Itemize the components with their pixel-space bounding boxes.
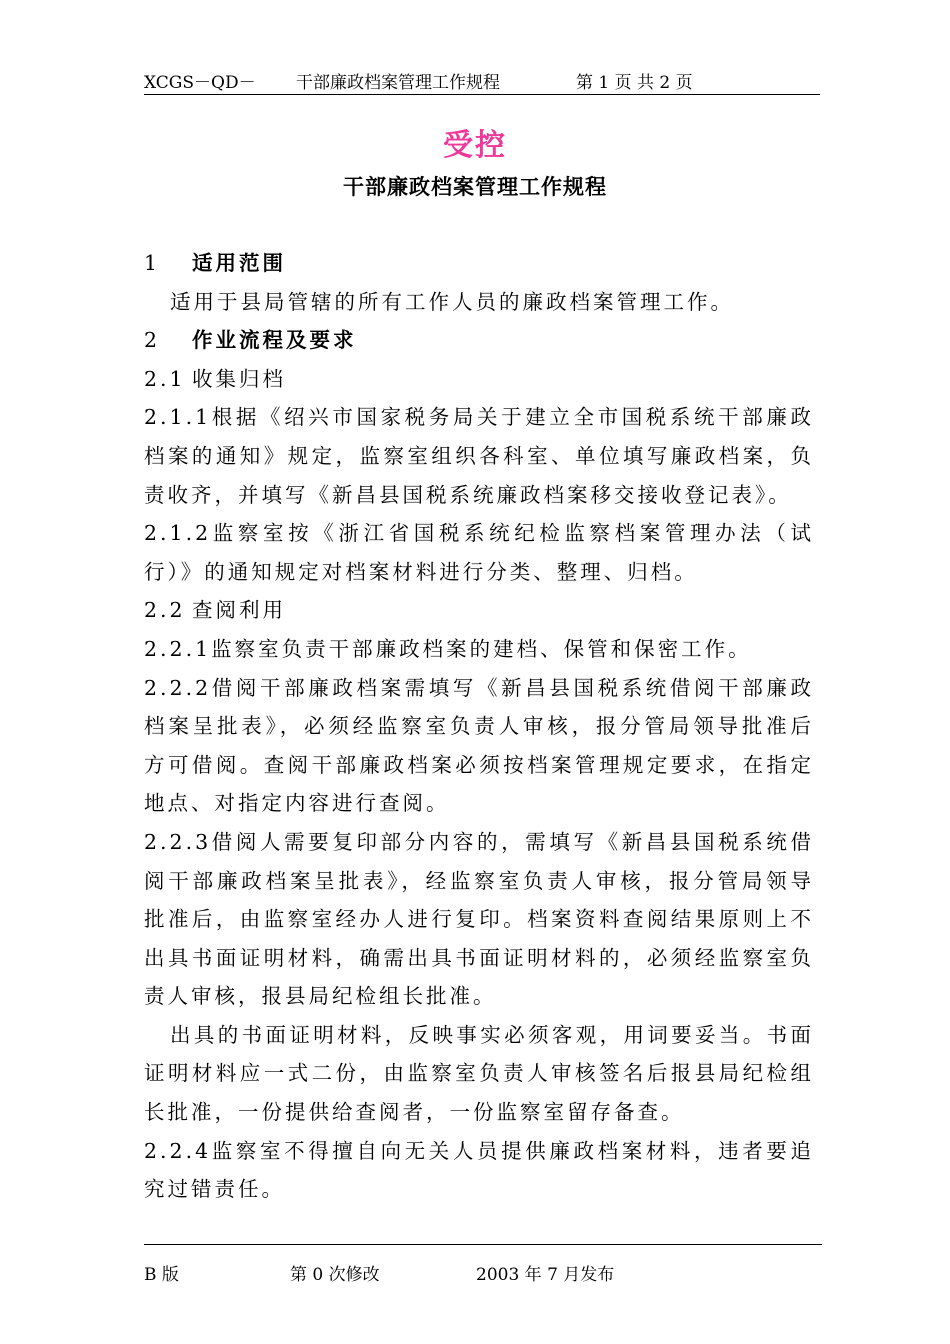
section-number: 2	[144, 328, 161, 353]
section-title: 作业流程及要求	[192, 328, 357, 353]
paragraph: 2.1.2监察室按《浙江省国税系统纪检监察档案管理办法（试行）》的通知规定对档案材料进行分类、整理、归档。	[144, 521, 814, 584]
paragraph: 适用于县局管辖的所有工作人员的廉政档案管理工作。	[170, 289, 734, 314]
section-number: 1	[144, 251, 161, 275]
subsection-number: 2.1	[144, 366, 186, 391]
subsection-heading	[144, 591, 814, 630]
release-date: 2003 年 7 月发布	[476, 1265, 615, 1285]
paragraph: 2.2.1监察室负责干部廉政档案的建档、保管和保密工作。	[144, 636, 752, 661]
section-heading	[144, 244, 814, 283]
subsection-title: 收集归档	[192, 366, 286, 391]
doc-code: XCGS－QD－	[144, 73, 256, 93]
page-header	[144, 64, 820, 95]
page-number: 第 1 页 共 2 页	[576, 73, 693, 93]
header-title: 干部廉政档案管理工作规程	[296, 73, 500, 93]
paragraph: 2.2.2借阅干部廉政档案需填写《新昌县国税系统借阅干部廉政档案呈批表》，必须经监察室负责人审核，报分管局领导批准后方可借阅。查阅干部廉政档案必须按档案管理规定要求，在指定地点、对指定内容进行查阅。	[144, 675, 814, 816]
revision-label: 第 0 次修改	[290, 1265, 380, 1285]
controlled-stamp: 受控	[443, 128, 507, 163]
subsection-title: 查阅利用	[192, 598, 286, 623]
document-title: 干部廉政档案管理工作规程	[343, 175, 607, 199]
subsection-number: 2.2	[144, 598, 186, 623]
paragraph: 2.2.3借阅人需要复印部分内容的，需填写《新昌县国税系统借阅干部廉政档案呈批表》，经监察室负责人审核，报分管局领导批准后，由监察室经办人进行复印。档案资料查阅结果原则上不出具书面证明材料，确需出具书面证明材料的，必须经监察室负责人审核，报县局纪检组长批准。	[144, 829, 814, 1009]
version-label: B 版	[144, 1265, 179, 1285]
section-title: 适用范围	[192, 251, 286, 275]
paragraph: 2.2.4监察室不得擅自向无关人员提供廉政档案材料，违者要追究过错责任。	[144, 1138, 814, 1202]
subsection-heading	[144, 360, 814, 399]
paragraph: 出具的书面证明材料，反映事实必须客观，用词要妥当。书面证明材料应一式二份，由监察室负责人审核签名后报县局纪检组长批准，一份提供给查阅者，一份监察室留存备查。	[144, 1022, 814, 1125]
document-body	[144, 244, 814, 1209]
page-footer	[144, 1244, 822, 1285]
section-heading	[144, 321, 814, 360]
paragraph: 2.1.1根据《绍兴市国家税务局关于建立全市国税系统干部廉政档案的通知》规定，监察室组织各科室、单位填写廉政档案，负责收齐，并填写《新昌县国税系统廉政档案移交接收登记表》。	[144, 405, 814, 507]
